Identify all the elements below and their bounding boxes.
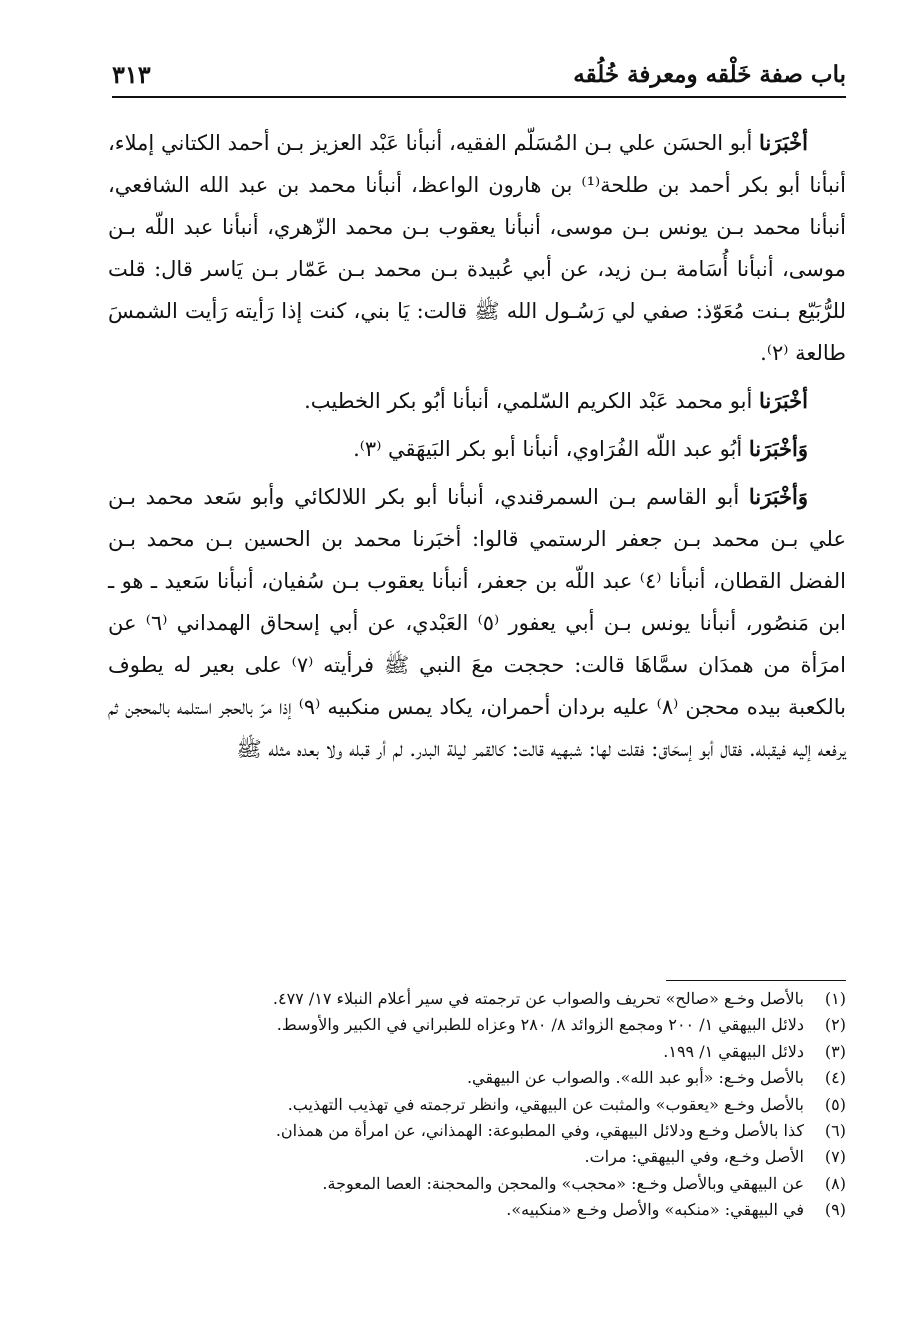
footnote-text: الأصل وخـع، وفي البيهقي: مرات. — [584, 1147, 804, 1167]
running-title: باب صفة خَلْقه ومعرفة خُلُقه — [573, 60, 846, 88]
footnote-text: دلائل البيهقي ١/ ١٩٩. — [663, 1041, 804, 1061]
footnote — [108, 1065, 846, 1091]
footnote — [108, 1092, 846, 1118]
footnote-separator — [666, 980, 846, 981]
footnote — [108, 1197, 846, 1223]
paragraph-2 — [108, 380, 846, 422]
footnote-text: عن البيهقي وبالأصل وخـع: «محجب» والمحجن والمحجنة: العصا المعوجة. — [322, 1173, 804, 1193]
paragraph-1 — [108, 122, 846, 374]
paragraph-text: أبو محمد عَبْد الكريم السّلمي، أنبأنا أبُو بكر الخطيب. — [304, 389, 760, 413]
paragraph-3 — [108, 428, 846, 470]
footnote-text: كذا بالأصل وخـع ودلائل البيهقي، وفي المطبوعة: الهمذاني، عن امرأة من همذان. — [275, 1121, 804, 1141]
footnote-number: (١) — [824, 989, 846, 1008]
isnad-lead: أخْبَرَنا — [759, 130, 808, 155]
paragraph-4 — [108, 476, 846, 770]
footnote-text: بالأصل وخـع «صالح» تحريف والصواب عن ترجمته في سير أعلام النبلاء ١٧/ ٤٧٧. — [272, 989, 804, 1008]
footnote — [108, 1171, 846, 1197]
isnad-lead: أخْبَرَنا — [759, 388, 808, 413]
footnote-number: (٦) — [824, 1121, 846, 1141]
footnote-number: (٧) — [824, 1147, 846, 1167]
footnote-number: (٩) — [824, 1200, 846, 1220]
isnad-lead: وَأخْبَرَنا — [748, 436, 808, 461]
footnote-number: (٢) — [824, 1015, 846, 1035]
footnote — [108, 986, 846, 1012]
page-header — [112, 52, 846, 98]
footnote-text: بالأصل وخـع «يعقوب» والمثبت عن البيهقي، وانظر ترجمته في تهذيب التهذيب. — [287, 1094, 804, 1114]
footnote-text: في البيهقي: «منكبه» والأصل وخـع «منكبيه». — [506, 1200, 804, 1220]
footnote-number: (٨) — [824, 1173, 846, 1193]
main-text — [108, 122, 846, 770]
page-number: ٣١٣ — [112, 59, 151, 89]
footnote — [108, 1118, 846, 1144]
isnad-lead: وَأخْبَرَنا — [748, 484, 808, 509]
footnote — [108, 1039, 846, 1065]
footnote-number: (٥) — [824, 1094, 846, 1114]
paragraph-text: أبو القاسم بـن السمرقندي، أنبأنا أبو بكر اللالكائي وأبو سَعد محمد بـن علي بـن محمد بـن جعفر الرستمي قالوا: أخبَرنا محمد بن الحسين بـن محمد بـن الفضل القطان، أنبأنا ⁽٤⁾ عبد اللّه بن جعفر، أنبأنا يعقوب بـن سُفيان، أنبأنا سَعيد ـ هو ـ ابن مَنصُور، أنبأنا يونس بـن أبي يعفور ⁽٥⁾ العَبْدي، عن أبي إسحاق الهمداني ⁽٦⁾ عن امرَأة من همدَان سمَّاهَا قالت: حججت معَ النبي ﷺ فرأيته ⁽٧⁾ على بعير له يطوف بالكعبة بيده محجن ⁽٨⁾ عليه بردان أحمران، يكاد يمس منكبيه ⁽٩⁾ إذا مرّ بالحجر استلمه بالمحجن ثم يرفعه إليه فيقبله. فقال أبو إسحَاق: فقلت لها: شبهيه قالت: كالقمر ليلة البدر. لم أر قبله ولا بعده مثله ﷺ — [108, 485, 847, 761]
footnote-text: بالأصل وخـع: «أبو عبد الله». والصواب عن البيهقي. — [466, 1068, 804, 1088]
footnote — [108, 1144, 846, 1170]
footnote-text: دلائل البيهقي ١/ ٢٠٠ ومجمع الزوائد ٨/ ٢٨٠ وعزاه للطبراني في الكبير والأوسط. — [276, 1015, 804, 1035]
footnote-number: (٤) — [824, 1068, 846, 1088]
paragraph-text: أبو الحسَن علي بـن المُسَلّم الفقيه، أنبأنا عَبْد العزيز بـن أحمد الكتاني إملاء، أنبأنا أبو بكر أحمد بن طلحة⁽¹⁾ بن هارون الواعظ، أنبأنا محمد بن عبد الله الشافعي، أنبأنا محمد بـن يونس بـن موسى، أنبأنا يعقوب بـن محمد الزّهري، أنبأنا عبد اللّه بـن موسى، أنبأنا أُسَامة بـن زيد، عن أبي عُبيدة بـن محمد بـن عَمّار بـن يَاسر قال: قلت للرُّبَيّع بـنت مُعَوّذ: صفي لي رَسُـول الله ﷺ قالت: يَا بني، كنت إذا رَأيته رَأيت الشمسَ طالعة ⁽٢⁾. — [108, 131, 846, 365]
footnotes — [108, 986, 846, 1224]
footnote-number: (٣) — [824, 1041, 846, 1061]
footnote — [108, 1012, 846, 1038]
paragraph-text: أبُو عبد اللّه الفُرَاوي، أنبأنا أبو بكر البَيهَقي ⁽٣⁾. — [353, 437, 749, 461]
